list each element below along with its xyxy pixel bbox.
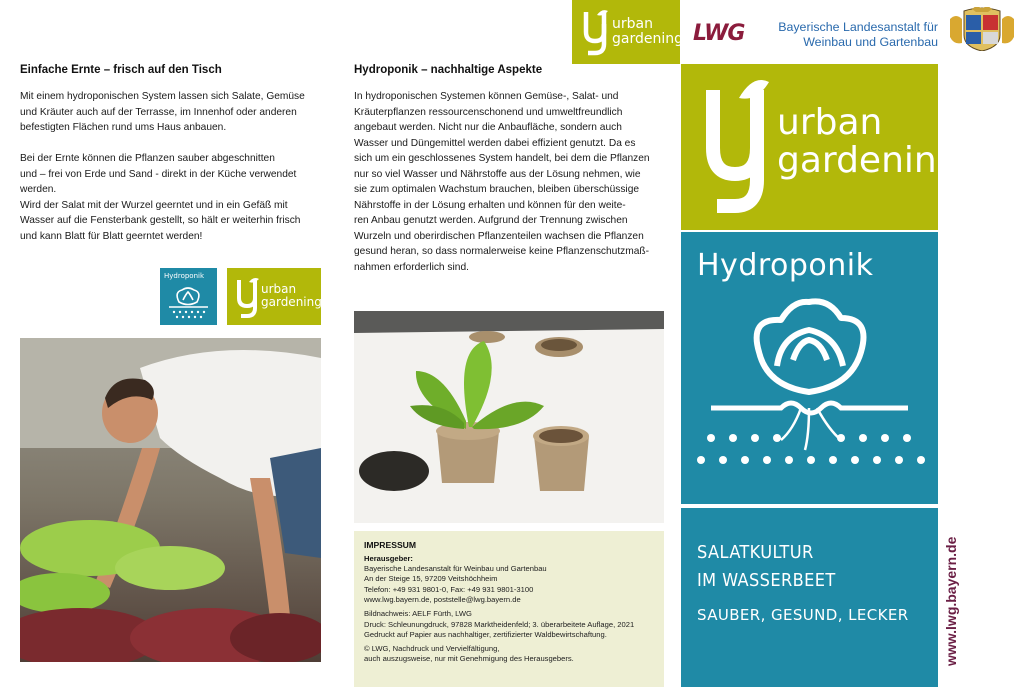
imprint-box <box>354 531 664 687</box>
middle-heading: Hydroponik – nachhaltige Aspekte <box>354 64 543 76</box>
cover-hydroponik-title: Hydroponik <box>697 248 874 283</box>
imprint-line: www.lwg.bayern.de, poststelle@lwg.bayern.de <box>364 595 521 604</box>
cover-hydroponik-panel <box>681 232 938 687</box>
seedling-pot-photo <box>354 311 664 523</box>
ug-g-logo-icon <box>235 276 259 318</box>
imprint-line: An der Steige 15, 97209 Veitshöchheim <box>364 574 498 583</box>
institution-line-2: Weinbau und Gartenbau <box>803 35 938 49</box>
cover-urban-gardening-panel <box>681 64 960 230</box>
cover-gardening-text: gardening <box>777 140 960 181</box>
cover-divider <box>681 504 938 508</box>
ug-g-logo-icon <box>701 76 769 216</box>
middle-paragraph: In hydroponischen Systemen können Gemüse-, Salat- und Kräuterpflanzen ressourcenschonend und umweltfreundlich angebaut werden. Nicht nur die Anbaufläche, sondern auch Wasser und Düngemittel werden dabei effizient genutzt. Da es sich um ein geschlossenes System handelt, bei dem die Pflanzen nur so viel Wasser und Nährstoffe aus der Lösung nehmen, wie sie zum optimalen Wachstum brauchen, bleiben überschüssige Nährstoffe in der Lösung erhalten und können für den weite- ren Anbau genutzt werden. Aufgrund der Trennung zwischen Wurzeln und oberirdischen Pflanzenteilen wachsen die Pflanzen gesund heran, so dass normalerweise keine Pflanzenschutzmaß- nahmen erforderlich sind. <box>354 91 650 273</box>
header-gardening-text: gardening <box>612 31 683 47</box>
lettuce-hydroponic-icon <box>681 290 938 480</box>
imprint-line: Gedruckt auf Papier aus nachhaltiger, zertifizierter Waldbewirtschaftung. <box>364 630 607 639</box>
imprint-line: Druck: Schleunungdruck, 97828 Marktheidenfeld; 3. überarbeitete Auflage, 2021 <box>364 620 635 629</box>
badge-hydroponik-label: Hydroponik <box>164 272 205 280</box>
imprint-line: © LWG, Nachdruck und Vervielfältigung, <box>364 644 500 653</box>
urban-gardening-badge <box>227 268 321 325</box>
cover-url[interactable]: www.lwg.bayern.de <box>943 536 959 666</box>
lwg-logo: LWG <box>693 21 745 46</box>
header-urban-text: urban <box>612 16 653 32</box>
imprint-publisher-label: Herausgeber: <box>364 554 413 563</box>
imprint-title: IMPRESSUM <box>364 540 417 550</box>
harvest-photo <box>20 338 321 662</box>
lettuce-icon <box>166 282 211 322</box>
left-paragraph-1: Mit einem hydroponischen System lassen sich Salate, Gemüse und Kräuter auch auf der Terrasse, im Innenhof oder anderen befestigten Flächen rund ums Haus anbauen. <box>20 91 305 133</box>
imprint-line: auch auszugsweise, nur mit Genehmigung des Herausgebers. <box>364 654 574 663</box>
imprint-line: Bildnachweis: AELF Fürth, LWG <box>364 609 472 618</box>
cover-urban-text: urban <box>777 102 883 143</box>
left-paragraph-2: Bei der Ernte können die Pflanzen sauber abgeschnitten und – frei von Erde und Sand - direkt in der Küche verwendet werden. Wird der Salat mit der Wurzel geerntet und in ein Gefäß mit Wasser auf die Fensterbank gestellt, so hält er weiterhin frisch und kann Blatt für Blatt geerntet werden! <box>20 153 301 242</box>
badge-gardening-text: gardening <box>261 295 322 309</box>
left-heading: Einfache Ernte – frisch auf den Tisch <box>20 64 222 76</box>
header-urban-gardening-logo <box>572 0 683 64</box>
hydroponik-badge <box>160 268 217 325</box>
imprint-line: Bayerische Landesanstalt für Weinbau und Gartenbau <box>364 564 547 573</box>
institution-name <box>760 20 938 50</box>
badge-urban-text: urban <box>261 282 297 296</box>
cover-tagline: SAUBER, GESUND, LECKER <box>697 606 909 624</box>
cover-subtitle-1: SALATKULTUR <box>697 542 814 563</box>
institution-line-1: Bayerische Landesanstalt für <box>778 20 938 34</box>
cover-subtitle-2: IM WASSERBEET <box>697 570 836 591</box>
imprint-line: Telefon: +49 931 9801-0, Fax: +49 931 9801-3100 <box>364 585 534 594</box>
bavaria-coat-of-arms-icon <box>948 7 1016 51</box>
ug-g-logo-icon <box>582 8 608 56</box>
